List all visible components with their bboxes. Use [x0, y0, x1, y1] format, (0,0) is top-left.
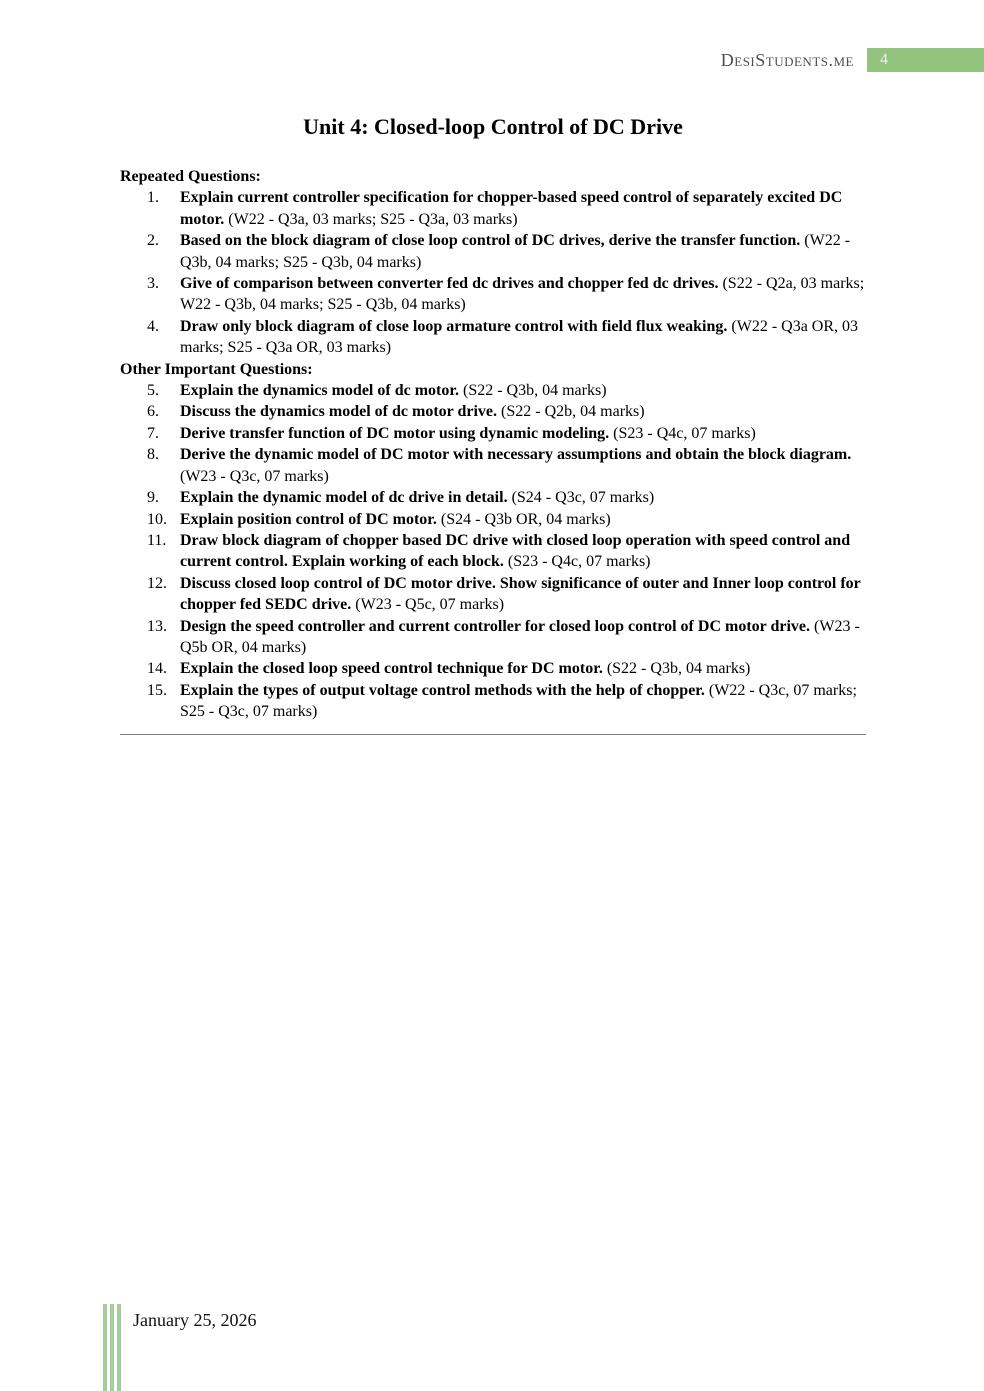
question-body [180, 273, 866, 316]
question-number: 15. [147, 681, 167, 699]
question-body [180, 423, 866, 444]
question-item [120, 401, 866, 422]
question-text: Explain current controller specification for chopper-based speed control of separately excited DC motor. [180, 189, 843, 228]
question-body [180, 380, 866, 401]
question-text: Design the speed controller and current controller for closed loop control of DC motor drive. [180, 617, 811, 635]
question-ref: (S24 - Q3b OR, 04 marks) [440, 510, 611, 528]
question-item [120, 187, 866, 230]
footer-decoration-bars [103, 1304, 121, 1391]
question-number: 1. [147, 189, 159, 207]
page-number-badge [867, 48, 984, 72]
question-body [180, 616, 866, 659]
question-text: Explain the dynamics model of dc motor. [180, 382, 459, 400]
question-body [180, 573, 866, 616]
question-ref: (W23 - Q5c, 07 marks) [355, 596, 505, 614]
question-list [120, 380, 866, 723]
question-text: Give of comparison between converter fed dc drives and chopper fed dc drives. [180, 275, 719, 293]
question-number: 2. [147, 232, 159, 250]
footer-bar [117, 1304, 121, 1391]
section-heading: Repeated Questions: [120, 168, 261, 185]
question-item [120, 658, 866, 679]
section-heading: Other Important Questions: [120, 360, 313, 378]
question-body [180, 658, 866, 679]
question-text: Based on the block diagram of close loop control of DC drives, derive the transfer function. [180, 232, 801, 250]
question-text: Explain the closed loop speed control technique for DC motor. [180, 660, 603, 678]
question-body [180, 316, 866, 359]
page-title: Unit 4: Closed-loop Control of DC Drive [303, 114, 683, 139]
question-item [120, 230, 866, 273]
question-item [120, 509, 866, 530]
question-body [180, 230, 866, 273]
question-ref: (S23 - Q4c, 07 marks) [613, 424, 756, 442]
sections [120, 166, 866, 735]
question-item [120, 616, 866, 659]
page-number: 4 [880, 51, 888, 68]
question-ref: (S23 - Q4c, 07 marks) [507, 553, 651, 571]
footer-date: January 25, 2026 [133, 1310, 257, 1330]
question-number: 5. [147, 382, 159, 400]
question-body [180, 187, 866, 230]
question-text: Derive the dynamic model of DC motor with necessary assumptions and obtain the block diagram. [180, 446, 852, 464]
question-body [180, 530, 866, 573]
question-item [120, 423, 866, 444]
question-item [120, 573, 866, 616]
question-ref: (S22 - Q3b, 04 marks) [606, 660, 751, 678]
question-number: 8. [147, 446, 159, 464]
question-number: 3. [147, 275, 159, 293]
question-item [120, 487, 866, 508]
question-item [120, 273, 866, 316]
question-number: 12. [147, 574, 167, 592]
question-number: 7. [147, 424, 159, 442]
question-body [180, 401, 866, 422]
question-item [120, 530, 866, 573]
question-ref: (W23 - Q5b OR, 04 marks) [180, 617, 860, 656]
question-section [120, 359, 866, 723]
question-ref: (S22 - Q3b, 04 marks) [462, 382, 607, 400]
footer-bar [103, 1304, 107, 1391]
question-item [120, 444, 866, 487]
question-ref: (S22 - Q2b, 04 marks) [501, 403, 645, 421]
question-body [180, 487, 866, 508]
question-number: 11. [147, 531, 167, 549]
question-text: Explain the types of output voltage control methods with the help of chopper. [180, 681, 705, 699]
question-text: Explain the dynamic model of dc drive in detail. [180, 489, 508, 507]
question-body [180, 444, 866, 487]
question-item [120, 316, 866, 359]
question-ref: (W22 - Q3a OR, 03 marks; S25 - Q3a OR, 03 marks) [180, 317, 859, 357]
question-number: 10. [147, 510, 167, 528]
question-number: 9. [147, 489, 159, 507]
question-item [120, 680, 866, 723]
question-number: 13. [147, 617, 167, 635]
question-body [180, 509, 866, 530]
question-ref: (W23 - Q3c, 07 marks) [180, 467, 329, 485]
question-ref: (W22 - Q3c, 07 marks; S25 - Q3c, 07 marks) [180, 681, 857, 721]
question-item [120, 380, 866, 401]
question-text: Discuss closed loop control of DC motor drive. Show significance of outer and Inner loop control for chopper fed SEDC drive. [180, 574, 861, 614]
question-text: Discuss the dynamics model of dc motor drive. [180, 403, 498, 421]
question-body [180, 680, 866, 723]
question-number: 4. [147, 317, 159, 335]
footer-bar [110, 1304, 114, 1391]
question-ref: (S24 - Q3c, 07 marks) [511, 489, 655, 507]
question-list [120, 187, 866, 358]
header-site-name: DesiStudents.me [720, 50, 854, 70]
question-number: 14. [147, 660, 167, 678]
section-divider [120, 734, 866, 735]
question-ref: (S22 - Q2a, 03 marks; W22 - Q3b, 04 marks; S25 - Q3b, 04 marks) [180, 275, 865, 314]
question-text: Draw only block diagram of close loop armature control with field flux weaking. [180, 317, 728, 335]
question-text: Draw block diagram of chopper based DC drive with closed loop operation with speed control and current control. Explain working of each block. [180, 531, 851, 571]
question-text: Explain position control of DC motor. [180, 510, 437, 528]
question-section [120, 166, 866, 359]
question-ref: (W22 - Q3b, 04 marks; S25 - Q3b, 04 marks) [180, 232, 851, 271]
question-text: Derive transfer function of DC motor using dynamic modeling. [180, 424, 610, 442]
question-ref: (W22 - Q3a, 03 marks; S25 - Q3a, 03 marks) [228, 210, 518, 228]
question-number: 6. [147, 403, 159, 421]
